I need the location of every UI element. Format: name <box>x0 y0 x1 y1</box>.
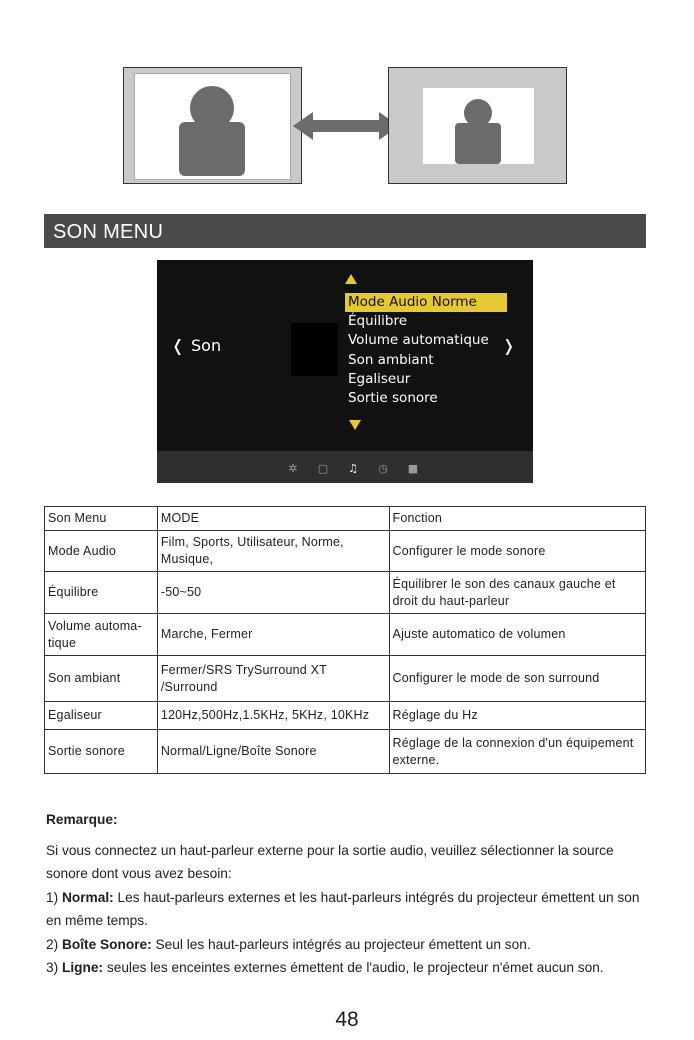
gear-icon[interactable]: ✲ <box>288 462 298 475</box>
son-menu-table <box>44 506 646 774</box>
table-cell: Volume automa-tique <box>45 614 158 656</box>
remark-item-label: Boîte Sonore: <box>61 936 152 952</box>
remark-item-number: 2) <box>46 936 59 952</box>
arrow-down-icon <box>349 420 361 430</box>
person-icon <box>177 84 247 176</box>
table-cell: Configurer le mode sonore <box>389 531 645 572</box>
table-row <box>45 531 646 572</box>
remark-item-text: Seul les haut-parleurs intégrés au projecteur émettent un son. <box>155 936 531 952</box>
table-cell: Réglage de la connexion d'un équipement externe. <box>389 730 645 774</box>
table-cell: Ajuste automatico de volumen <box>389 614 645 656</box>
table-cell: Réglage du Hz <box>389 702 645 730</box>
arrow-up-icon <box>345 274 357 284</box>
large-screen <box>134 73 291 180</box>
table-header-row <box>45 507 646 531</box>
table-header-cell: Son Menu <box>45 507 158 531</box>
remark-item <box>46 886 650 933</box>
osd-menu-item[interactable]: Mode Audio Norme <box>345 293 507 312</box>
small-screen-figure <box>388 67 567 184</box>
osd-bottom-bar <box>157 451 533 483</box>
table-row <box>45 702 646 730</box>
remark-intro: Si vous connectez un haut-parleur externe pour la sortie audio, veuillez sélectionner la source sonore dont vous avez besoin: <box>46 842 614 881</box>
remark-item-label: Ligne: <box>61 960 104 975</box>
large-screen-figure <box>123 67 302 184</box>
osd-icon-row <box>285 462 421 475</box>
section-title: SON MENU <box>44 214 646 248</box>
table-cell: Egaliseur <box>45 702 158 730</box>
table-cell: Équilibre <box>45 572 158 614</box>
square-icon[interactable]: ■ <box>407 462 419 475</box>
osd-side-label: Son <box>191 336 222 355</box>
remark-item-text: Les haut-parleurs externes et les haut-parleurs intégrés du projecteur émettent un son en même temps. <box>46 889 640 928</box>
remark-item-number: 3) <box>46 960 59 975</box>
osd-menu-screenshot <box>157 260 533 483</box>
table-cell: -50~50 <box>157 572 389 614</box>
table-cell: Fermer/SRS TrySurround XT /Surround <box>157 656 389 702</box>
music-note-icon[interactable]: ♫ <box>348 462 358 475</box>
table-header-cell: MODE <box>157 507 389 531</box>
chevron-left-icon: ❬ <box>171 336 185 355</box>
person-icon <box>454 98 502 164</box>
osd-menu-item[interactable]: Volume automatique <box>348 332 489 349</box>
table-row <box>45 614 646 656</box>
osd-preview-box <box>291 323 338 376</box>
table-cell: Sortie sonore <box>45 730 158 774</box>
chevron-right-icon: ❭ <box>502 336 516 355</box>
table-cell: Équilibrer le son des canaux gauche et droit du haut-parleur <box>389 572 645 614</box>
remark-item <box>46 956 650 980</box>
table-cell: Configurer le mode de son surround <box>389 656 645 702</box>
remark-item-label: Normal: <box>61 889 114 905</box>
osd-menu-item[interactable]: Équilibre <box>348 313 408 330</box>
table-cell: Mode Audio <box>45 531 158 572</box>
table-cell: Film, Sports, Utilisateur, Norme, Musique, <box>157 531 389 572</box>
osd-menu-item[interactable]: Sortie sonore <box>348 389 438 406</box>
table-row <box>45 572 646 614</box>
table-row <box>45 730 646 774</box>
table-cell: Marche, Fermer <box>157 614 389 656</box>
table-cell: 120Hz,500Hz,1.5KHz, 5KHz, 10KHz <box>157 702 389 730</box>
osd-menu-item[interactable]: Son ambiant <box>348 351 434 368</box>
clock-icon[interactable]: ◷ <box>378 462 388 475</box>
double-arrow-icon <box>291 110 401 142</box>
table-header-cell: Fonction <box>389 507 645 531</box>
small-screen <box>423 88 534 164</box>
screen-icon[interactable]: ▢ <box>317 462 329 475</box>
remark-section <box>46 808 650 980</box>
remark-item-number: 1) <box>46 889 59 905</box>
remark-item-text: seules les enceintes externes émettent de l'audio, le projecteur n'émet aucun son. <box>106 960 604 975</box>
remark-item <box>46 933 650 957</box>
osd-menu-list <box>345 293 507 408</box>
osd-menu-item[interactable]: Egaliseur <box>348 370 411 387</box>
page-number: 48 <box>335 1008 359 1031</box>
table-row <box>45 656 646 702</box>
table-cell: Son ambiant <box>45 656 158 702</box>
remark-title: Remarque: <box>46 812 118 827</box>
table-cell: Normal/Ligne/Boîte Sonore <box>157 730 389 774</box>
